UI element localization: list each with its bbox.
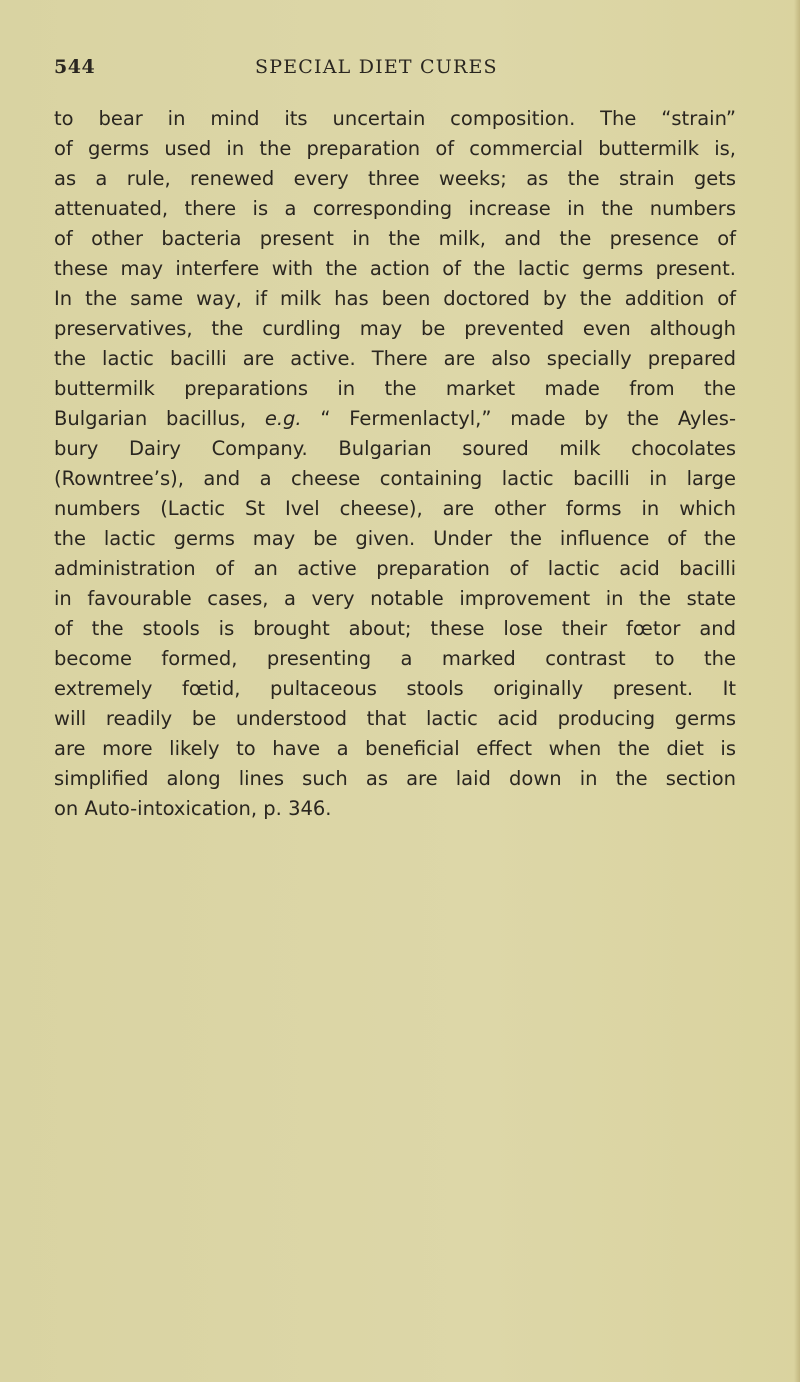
text-line: of germs used in the preparation of commercial buttermilk is, bbox=[54, 137, 736, 160]
text-line: of other bacteria present in the milk, and the presence of bbox=[54, 227, 736, 250]
text-line: in favourable cases, a very notable improvement in the state bbox=[54, 587, 736, 610]
running-head: SPECIAL DIET CURES bbox=[255, 56, 498, 78]
page-header bbox=[54, 56, 744, 86]
text-line: In the same way, if milk has been doctored by the addition of bbox=[54, 287, 736, 310]
text-line: bury Dairy Company. Bulgarian soured milk chocolates bbox=[54, 437, 736, 460]
text-segment: “ Fermenlactyl,” made by the Ayles- bbox=[301, 407, 737, 430]
page-edge-shadow bbox=[794, 0, 800, 1382]
text-line: on Auto-intoxication, p. 346. bbox=[54, 797, 332, 820]
text-line: become formed, presenting a marked contrast to the bbox=[54, 647, 736, 670]
text-line: of the stools is brought about; these lose their fœtor and bbox=[54, 617, 736, 640]
text-line: preservatives, the curdling may be prevented even although bbox=[54, 317, 736, 340]
text-line: administration of an active preparation of lactic acid bacilli bbox=[54, 557, 736, 580]
text-line: to bear in mind its uncertain composition. The “strain” bbox=[54, 107, 736, 130]
text-line: are more likely to have a beneficial effect when the diet is bbox=[54, 737, 736, 760]
text-segment: Bulgarian bacillus, bbox=[54, 407, 265, 430]
text-line: will readily be understood that lactic acid producing germs bbox=[54, 707, 736, 730]
text-line: simplified along lines such as are laid down in the section bbox=[54, 767, 736, 790]
text-line: buttermilk preparations in the market made from the bbox=[54, 377, 736, 400]
text-line: (Rowntree’s), and a cheese containing lactic bacilli in large bbox=[54, 467, 736, 490]
italic-abbreviation: e.g. bbox=[264, 407, 302, 430]
page-number: 544 bbox=[54, 56, 96, 78]
body-paragraph bbox=[54, 104, 736, 824]
text-line: as a rule, renewed every three weeks; as the strain gets bbox=[54, 167, 736, 190]
text-line: the lactic germs may be given. Under the influence of the bbox=[54, 527, 736, 550]
text-line bbox=[54, 404, 736, 434]
text-line: the lactic bacilli are active. There are also specially prepared bbox=[54, 347, 736, 370]
text-line: numbers (Lactic St Ivel cheese), are other forms in which bbox=[54, 497, 736, 520]
text-line: these may interfere with the action of the lactic germs present. bbox=[54, 257, 736, 280]
text-line: extremely fœtid, pultaceous stools originally present. It bbox=[54, 677, 736, 700]
text-line: attenuated, there is a corresponding increase in the numbers bbox=[54, 197, 736, 220]
